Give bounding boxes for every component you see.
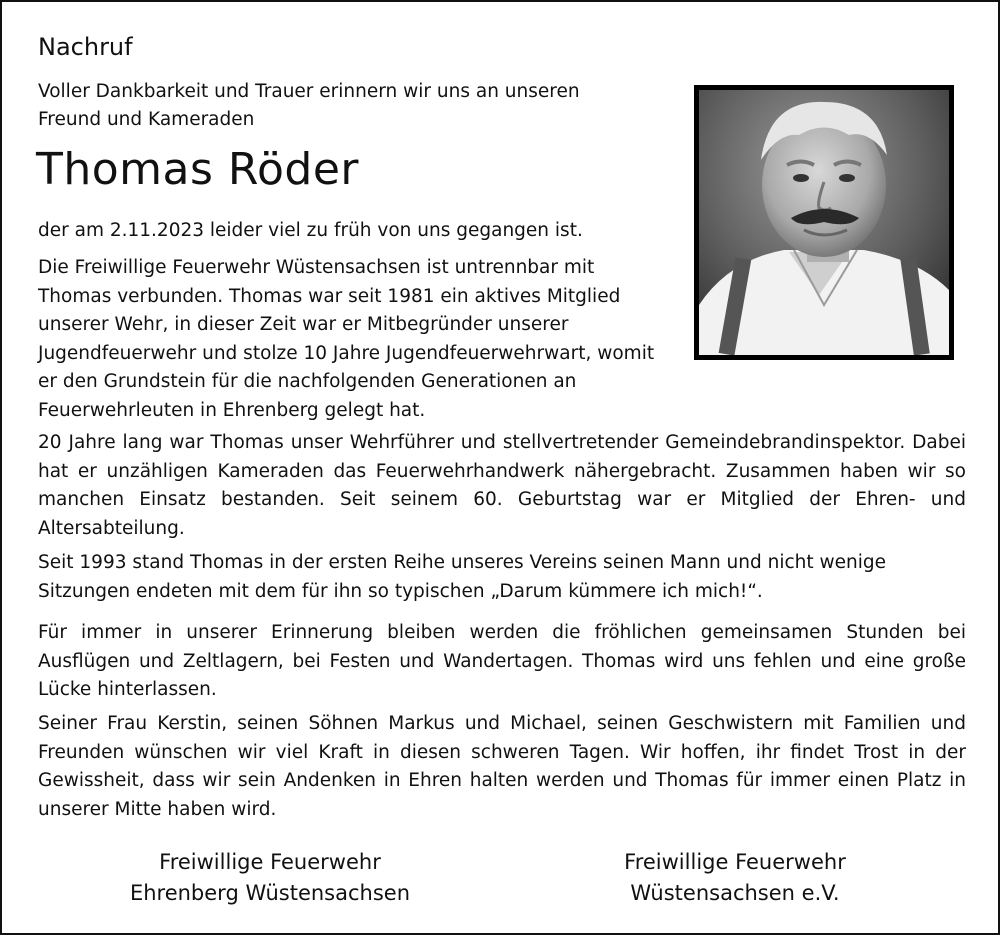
deceased-name: Thomas Röder <box>36 144 360 195</box>
signature-line: Ehrenberg Wüstensachsen <box>129 881 411 905</box>
signature-line: Freiwillige Feuerwehr <box>159 850 381 874</box>
paragraph-leadership: 20 Jahre lang war Thomas unser Wehrführer und stellvertretender Gemeindebrandinspektor. Dabei hat er unzähligen Kameraden das Feuerwehrhandwerk nähergebracht. Zusammen haben wir so manchen Einsatz bestanden. Seit seinem 60. Geburtstag war er Mitglied der Ehren- und Altersabteilung. <box>38 432 966 539</box>
signature-right <box>565 847 905 909</box>
paragraph-condolences: Seiner Frau Kerstin, seinen Söhnen Markus und Michael, seinen Geschwistern mit Familien und Freunden wünschen wir viel Kraft in diesen schweren Tagen. Wir hoffen, ihr findet Trost in der Gewissheit, dass wir sein Andenken in Ehren halten werden und Thomas für immer einen Platz in unserer Mitte haben wird. <box>38 713 966 820</box>
paragraph-memories: Für immer in unserer Erinnerung bleiben werden die fröhlichen gemeinsamen Stunden bei Ausflügen und Zeltlagern, bei Festen und Wandertagen. Thomas wird uns fehlen und eine große Lücke hinterlassen. <box>38 622 966 700</box>
heading: Nachruf <box>38 33 133 61</box>
signature-line: Wüstensachsen e.V. <box>630 881 840 905</box>
intro-line: Voller Dankbarkeit und Trauer erinnern wir uns an unseren <box>38 81 580 102</box>
intro-line: Freund und Kameraden <box>38 109 255 130</box>
signature-left <box>100 847 440 909</box>
paragraph-history: Die Freiwillige Feuerwehr Wüstensachsen ist untrennbar mit Thomas verbunden. Thomas war seit 1981 ein aktives Mitglied unserer Wehr, in dieser Zeit war er Mitbegründer unserer Jugendfeuerwehr und stolze 10 Jahre Jugendfeuerwehrwart, womit er den Grundstein für die nachfolgenden Generationen an Feuerwehrleuten in Ehrenberg gelegt hat. <box>38 257 655 421</box>
intro-text <box>38 78 638 134</box>
paragraph-date: der am 2.11.2023 leider viel zu früh von uns gegangen ist. <box>38 220 583 241</box>
signature-line: Freiwillige Feuerwehr <box>624 850 846 874</box>
portrait-image <box>699 90 949 355</box>
portrait-photo <box>694 85 954 360</box>
paragraph-club: Seit 1993 stand Thomas in der ersten Reihe unseres Vereins seinen Mann und nicht wenige Sitzungen endeten mit dem für ihn so typischen „Darum kümmere ich mich!“. <box>38 552 887 602</box>
